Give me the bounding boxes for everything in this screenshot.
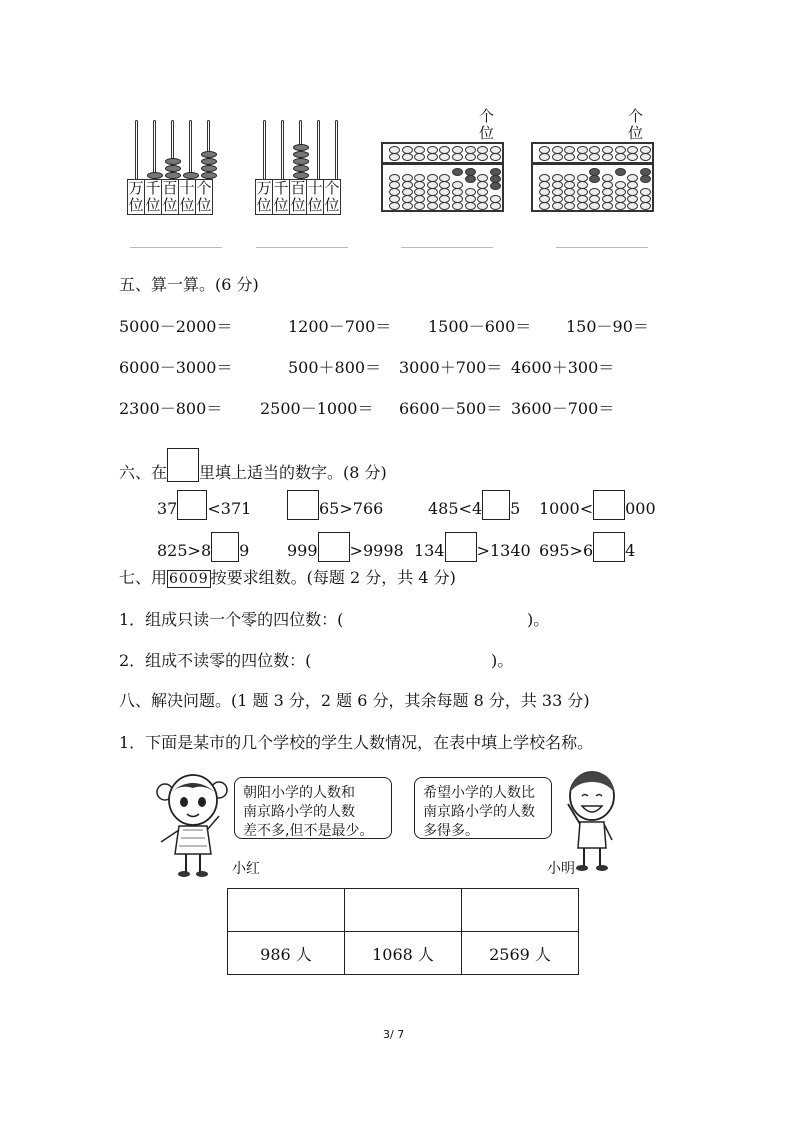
suanpan-bead <box>402 202 413 210</box>
bead <box>201 172 217 179</box>
school-name-cell[interactable] <box>462 889 579 932</box>
suanpan-bead <box>389 153 400 161</box>
section-title: 八、解决问题。(1 题 3 分，2 题 6 分，其余每题 8 分，共 33 分) <box>119 691 590 710</box>
fill-prefix: 695>6 <box>539 541 594 560</box>
suanpan-bead <box>465 153 476 161</box>
student-count-cell: 986 人 <box>228 932 345 975</box>
suanpan-bead <box>402 153 413 161</box>
boy-speech-bubble <box>414 777 552 839</box>
math-problem: 6600－500＝ <box>399 399 503 418</box>
suanpan-bead <box>602 153 613 161</box>
question: 2．组成不读零的四位数：( <box>119 651 312 670</box>
math-problem: 500＋800＝ <box>288 358 382 377</box>
bead <box>293 151 309 158</box>
label-wan: 万位 <box>128 179 144 214</box>
boy-name: 小明 <box>547 861 575 877</box>
suanpan-bead <box>552 202 563 210</box>
suanpan-bead <box>539 202 550 210</box>
question-end: )。 <box>527 610 550 629</box>
label-bai: 百位 <box>290 179 306 214</box>
suanpan-bead <box>414 153 425 161</box>
bead <box>183 172 199 179</box>
rod <box>281 120 284 180</box>
fill-problem <box>287 490 383 520</box>
math-problem: 1500－600＝ <box>428 317 532 336</box>
fill-problem <box>414 532 531 562</box>
fill-box[interactable] <box>482 490 510 520</box>
bead <box>201 151 217 158</box>
answer-line[interactable] <box>130 247 222 248</box>
suanpan-bead <box>490 153 501 161</box>
title-suffix: 按要求组数。(每题 2 分，共 4 分) <box>210 568 456 587</box>
beam <box>383 162 502 165</box>
fill-suffix: 5 <box>510 499 521 518</box>
label-qian: 千位 <box>145 179 161 214</box>
suanpan-bead <box>564 153 575 161</box>
suanpan-bead <box>427 153 438 161</box>
label-ge: 个位 <box>324 179 340 214</box>
math-problem: 4600＋300＝ <box>511 358 615 377</box>
bead <box>165 158 181 165</box>
math-problem: 150－90＝ <box>566 317 649 336</box>
fill-problem <box>157 532 249 562</box>
fill-problem <box>287 532 404 562</box>
fill-suffix: 000 <box>625 499 656 518</box>
question: 1．组成只读一个零的四位数：( <box>119 610 344 629</box>
speech-line: 希望小学的人数比 <box>423 785 535 801</box>
girl-speech-bubble <box>234 777 392 839</box>
suanpan-bead <box>577 202 588 210</box>
suanpan-bead <box>615 202 626 210</box>
fill-problem <box>539 532 635 562</box>
fill-box[interactable] <box>593 490 625 520</box>
fill-problem <box>157 490 251 520</box>
title-suffix: 里填上适当的数字。(8 分) <box>199 463 387 482</box>
rod <box>153 120 156 180</box>
suanpan-bead <box>490 202 501 210</box>
section-title <box>119 448 387 483</box>
suanpan-bead <box>552 153 563 161</box>
suanpan-bead <box>564 202 575 210</box>
suanpan-bead <box>452 153 463 161</box>
fill-suffix: 65>766 <box>319 499 384 518</box>
suanpan-d <box>531 142 654 212</box>
ones-place-label: 个位 <box>479 107 495 142</box>
suanpan-bead <box>640 175 651 183</box>
fill-prefix: 825>8 <box>157 541 212 560</box>
title-prefix: 七、用 <box>119 568 168 587</box>
section-title <box>119 568 456 588</box>
student-count-cell: 1068 人 <box>345 932 462 975</box>
school-table <box>227 888 579 975</box>
fill-suffix: <371 <box>207 499 252 518</box>
suanpan-bead <box>490 182 501 190</box>
school-name-cell[interactable] <box>228 889 345 932</box>
suanpan-bead <box>477 202 488 210</box>
fill-prefix: 999 <box>287 541 318 560</box>
rod <box>135 120 138 180</box>
suanpan-bead <box>465 175 476 183</box>
label-bai: 百位 <box>162 179 178 214</box>
fill-prefix: 134 <box>414 541 445 560</box>
suanpan-bead <box>640 202 651 210</box>
title-prefix: 六、在 <box>119 463 168 482</box>
suanpan-bead <box>427 202 438 210</box>
digit-cards: 6009 <box>169 571 209 587</box>
suanpan-c <box>381 142 504 212</box>
suanpan-bead <box>589 175 600 183</box>
place-value-labels <box>127 179 212 215</box>
label-shi: 十位 <box>179 179 195 214</box>
suanpan-bead <box>389 202 400 210</box>
math-problem: 2300－800＝ <box>119 399 223 418</box>
fill-prefix: 485<4 <box>428 499 483 518</box>
suanpan-bead <box>589 202 600 210</box>
question-end: )。 <box>491 651 514 670</box>
bead <box>201 158 217 165</box>
math-problem: 5000－2000＝ <box>119 317 233 336</box>
label-ge: 个位 <box>196 179 212 214</box>
suanpan-bead <box>577 153 588 161</box>
bead <box>165 165 181 172</box>
speech-line: 南京路小学的人数 <box>243 804 355 820</box>
suanpan-bead <box>539 153 550 161</box>
rod <box>335 120 338 180</box>
suanpan-bead <box>452 202 463 210</box>
fill-box[interactable] <box>593 532 625 562</box>
suanpan-bead <box>615 153 626 161</box>
fill-problem <box>428 490 520 520</box>
fill-box[interactable] <box>318 532 350 562</box>
fill-suffix: 9 <box>239 541 250 560</box>
section-title: 五、算一算。(6 分) <box>119 275 259 294</box>
ones-place-label: 个位 <box>628 107 644 142</box>
bead <box>293 158 309 165</box>
fill-prefix: 1000< <box>539 499 594 518</box>
bead <box>293 165 309 172</box>
speech-line: 多得多。 <box>423 823 479 839</box>
rod <box>317 120 320 180</box>
student-count-cell: 2569 人 <box>462 932 579 975</box>
table-row <box>228 889 579 932</box>
suanpan-bead <box>640 153 651 161</box>
page-number: 3/ 7 <box>383 1028 405 1041</box>
answer-line[interactable] <box>401 247 493 248</box>
answer-line[interactable] <box>556 247 648 248</box>
girl-illustration <box>153 770 233 880</box>
fill-box[interactable] <box>177 490 207 520</box>
example-box <box>167 448 199 482</box>
math-problem: 1200－700＝ <box>288 317 392 336</box>
bead <box>293 144 309 151</box>
answer-line[interactable] <box>256 247 348 248</box>
suanpan-bead <box>477 153 488 161</box>
label-qian: 千位 <box>273 179 289 214</box>
suanpan-bead <box>627 153 638 161</box>
math-problem: 6000－3000＝ <box>119 358 233 377</box>
bead <box>165 172 181 179</box>
bead <box>293 172 309 179</box>
fill-box[interactable] <box>287 490 319 520</box>
fill-box[interactable] <box>445 532 477 562</box>
girl-name: 小红 <box>232 861 260 877</box>
math-problem: 2500－1000＝ <box>260 399 374 418</box>
fill-suffix: >1340 <box>476 541 531 560</box>
suanpan-bead <box>452 168 463 176</box>
fill-box[interactable] <box>211 532 239 562</box>
suanpan-bead <box>439 153 450 161</box>
fill-suffix: 4 <box>625 541 636 560</box>
speech-line: 朝阳小学的人数和 <box>243 785 355 801</box>
fill-prefix: 37 <box>157 499 178 518</box>
beam <box>533 162 652 165</box>
math-problem: 3600－700＝ <box>511 399 615 418</box>
question: 1．下面是某市的几个学校的学生人数情况，在表中填上学校名称。 <box>119 733 594 752</box>
label-wan: 万位 <box>256 179 272 214</box>
bead <box>147 172 163 179</box>
suanpan-bead <box>414 202 425 210</box>
school-name-cell[interactable] <box>345 889 462 932</box>
rod <box>189 120 192 180</box>
rod <box>263 120 266 180</box>
suanpan-bead <box>589 153 600 161</box>
fill-suffix: >9998 <box>349 541 404 560</box>
place-value-labels <box>255 179 340 215</box>
suanpan-bead <box>615 168 626 176</box>
suanpan-bead <box>439 202 450 210</box>
fill-problem <box>539 490 656 520</box>
speech-line: 差不多,但不是最少。 <box>243 823 374 839</box>
math-problem: 3000＋700＝ <box>399 358 503 377</box>
speech-line: 南京路小学的人数 <box>423 804 535 820</box>
bead <box>201 165 217 172</box>
label-shi: 十位 <box>307 179 323 214</box>
table-row <box>228 932 579 975</box>
suanpan-bead <box>465 202 476 210</box>
suanpan-bead <box>627 202 638 210</box>
suanpan-bead <box>602 202 613 210</box>
